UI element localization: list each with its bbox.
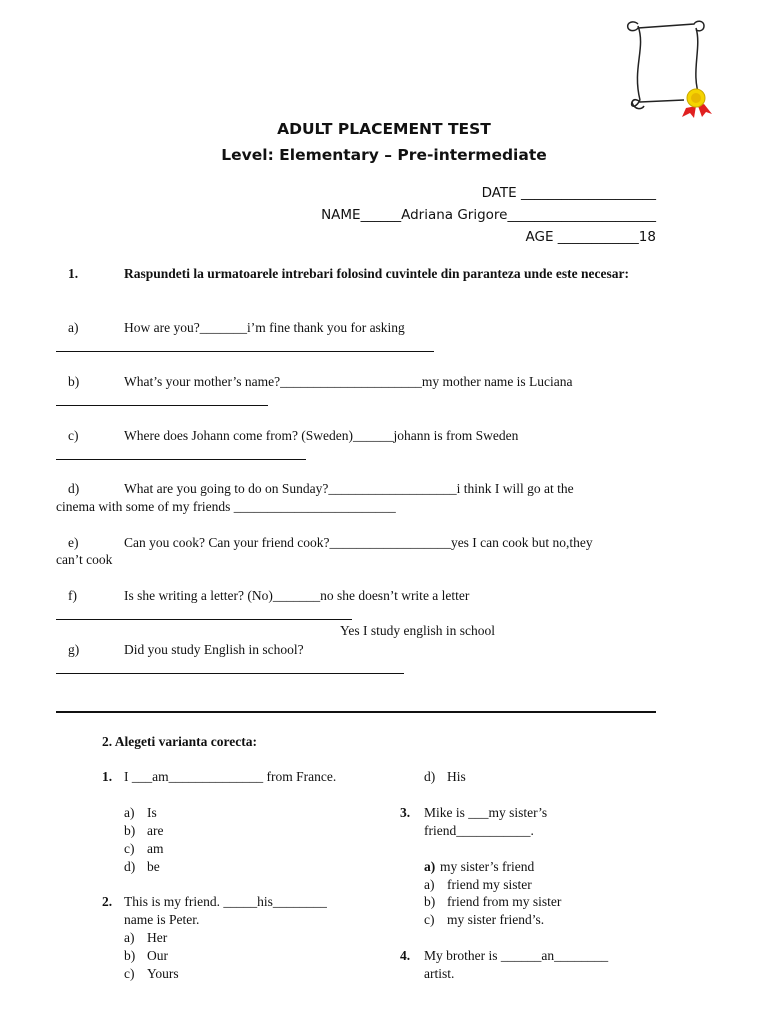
s2-q2-opt-c: Yours [147, 966, 179, 981]
s2-q3-opt-b: friend from my sister [447, 894, 562, 909]
s2-q3-opt-b-letter: b) [424, 894, 436, 909]
q1d-continuation: cinema with some of my friends ________________________ [56, 499, 396, 514]
s2-q3-line1: Mike is ___my sister’s [424, 805, 548, 820]
q1a-text: How are you?_______i’m fine thank you for asking [124, 320, 405, 335]
s2-q1-opt-c-letter: c) [124, 841, 135, 856]
s2-q3-opt-c-letter: c) [424, 912, 435, 927]
s2-q2-opt-b: Our [147, 948, 168, 963]
q1d-letter: d) [68, 481, 80, 496]
s2-q1-text: I ___am______________ from France. [124, 769, 337, 784]
s2-q3-line2: friend___________. [424, 823, 534, 838]
q1g-answer-line [56, 673, 404, 674]
s2-q1-opt-b: are [147, 823, 164, 838]
scroll-award-icon [624, 18, 716, 118]
q1f-letter: f) [68, 588, 77, 603]
q1b-text: What’s your mother’s name?_____________________my mother name is Luciana [124, 374, 573, 389]
s2-q3-answer-text: my sister’s friend [440, 859, 535, 874]
name-line: NAME______Adriana Grigore______________________ [321, 207, 656, 223]
s2-q3-number: 3. [400, 805, 411, 820]
section1-instruction: Raspundeti la urmatoarele intrebari folosind cuvintele din paranteza unde este necesar: [124, 266, 629, 281]
s2-q3-opt-c: my sister friend’s. [447, 912, 545, 927]
s2-q2-opt-d: His [447, 769, 466, 784]
date-line: DATE ____________________ [481, 185, 656, 201]
s2-q2-opt-b-letter: b) [124, 948, 136, 963]
section2-heading: 2. Alegeti varianta corecta: [102, 734, 257, 749]
q1b-answer-line [56, 405, 268, 406]
test-title: ADULT PLACEMENT TEST [277, 120, 491, 138]
s2-q2-line1: This is my friend. _____his________ [124, 894, 327, 909]
s2-q1-opt-a-letter: a) [124, 805, 135, 820]
q1c-answer-line [56, 459, 306, 460]
q1b-letter: b) [68, 374, 80, 389]
s2-q1-opt-d: be [147, 859, 160, 874]
q1e-continuation: can’t cook [56, 552, 113, 567]
q1d-text: What are you going to do on Sunday?___________________i think I will go at the [124, 481, 574, 496]
s2-q3-answer-letter: a) [424, 859, 436, 874]
s2-q2-opt-d-letter: d) [424, 769, 436, 784]
s2-q1-opt-b-letter: b) [124, 823, 136, 838]
q1g-text: Did you study English in school? [124, 642, 304, 657]
s2-q1-opt-d-letter: d) [124, 859, 136, 874]
s2-q4-line2: artist. [424, 966, 455, 981]
level-subtitle: Level: Elementary – Pre-intermediate [221, 146, 547, 164]
s2-q3-opt-a: friend my sister [447, 877, 532, 892]
q1e-letter: e) [68, 535, 79, 550]
q1a-letter: a) [68, 320, 79, 335]
s2-q4-line1: My brother is ______an________ [424, 948, 609, 963]
q1e-text: Can you cook? Can your friend cook?__________________yes I can cook but no,they [124, 535, 593, 550]
s2-q2-opt-a: Her [147, 930, 168, 945]
s2-q2-number: 2. [102, 894, 113, 909]
s2-q2-opt-a-letter: a) [124, 930, 135, 945]
q1c-letter: c) [68, 428, 79, 443]
s2-q1-number: 1. [102, 769, 113, 784]
age-line: AGE ____________18 [525, 229, 656, 245]
s2-q3-opt-a-letter: a) [424, 877, 435, 892]
section1-number: 1. [68, 266, 79, 281]
s2-q2-line2: name is Peter. [124, 912, 200, 927]
q1g-letter: g) [68, 642, 80, 657]
q1a-answer-line [56, 351, 434, 352]
q1c-text: Where does Johann come from? (Sweden)______johann is from Sweden [124, 428, 519, 443]
s2-q4-number: 4. [400, 948, 411, 963]
q1f-text: Is she writing a letter? (No)_______no she doesn’t write a letter [124, 588, 470, 603]
section-divider [56, 711, 656, 713]
s2-q2-opt-c-letter: c) [124, 966, 135, 981]
s2-q1-opt-a: Is [147, 805, 157, 820]
q1f-answer-line [56, 619, 352, 620]
s2-q1-opt-c: am [147, 841, 164, 856]
q1g-written-answer: Yes I study english in school [340, 623, 496, 638]
